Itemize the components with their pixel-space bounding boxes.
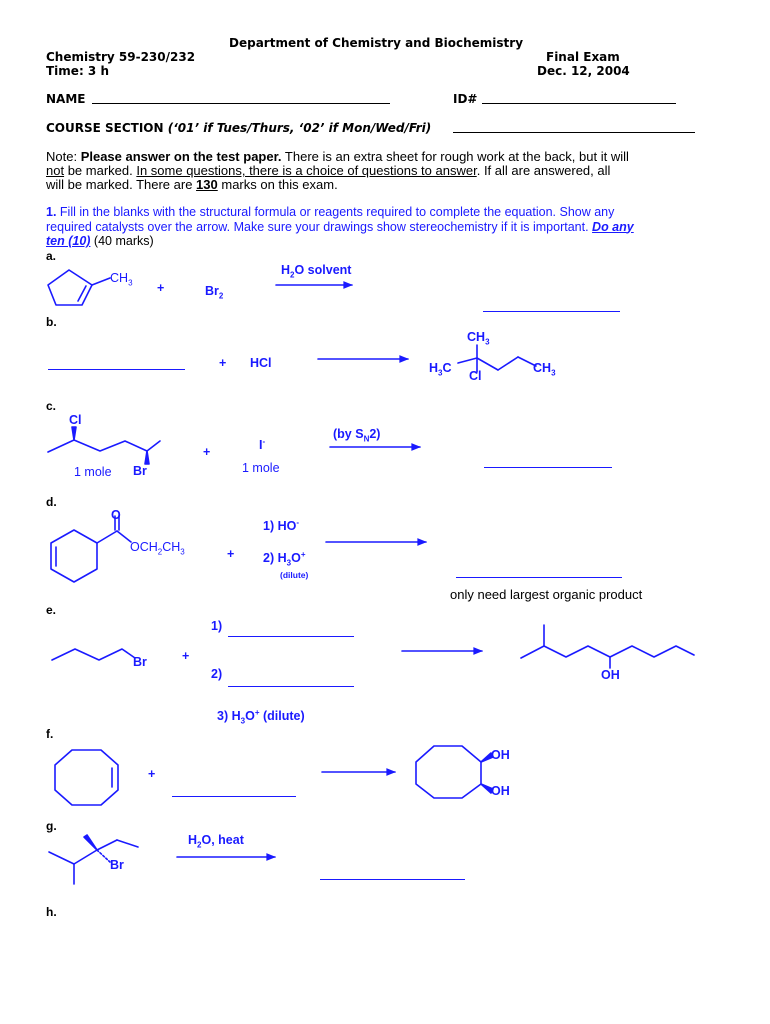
g-condition: $H_2O$, heat [188, 833, 244, 850]
department-title: Department of Chemistry and Biochemistry [229, 36, 524, 50]
g-bromine: Br [110, 858, 124, 872]
name-label: NAME [46, 92, 86, 106]
g-product-blank[interactable] [320, 879, 465, 880]
d-product-note: only need largest organic product [450, 587, 643, 602]
part-e-label: e. [46, 603, 57, 617]
a-product-blank[interactable] [483, 311, 620, 312]
b-reactant-blank[interactable] [48, 369, 185, 370]
f-reagent-blank[interactable] [172, 796, 296, 797]
d-dilute: (dilute) [280, 570, 309, 580]
d-step-1: 1) HO- [263, 518, 300, 534]
question-1-instructions: 1. Fill in the blanks with the structural formula or reagents required to complete the equation. Show any required catalysts over the arrow. Make sure your drawings show stereochemistry if it is important. Do any ten (10) (40 marks) [46, 205, 634, 248]
d-plus: + [227, 547, 235, 561]
c-bromine: Br [133, 464, 147, 478]
bond-b-chain2 [498, 357, 518, 370]
f-hydroxyl-1: OH [491, 748, 510, 762]
exam-time: Time: 3 h [46, 64, 109, 78]
d-step-2: 2) $H_3O^+$ [263, 550, 306, 568]
wedge-cl [72, 427, 76, 440]
cyclooctene-ring [55, 750, 118, 805]
bond-b-left [458, 358, 477, 363]
bond-d-oxygen [117, 531, 131, 542]
c-iodide: I- [259, 437, 266, 453]
part-b-label: b. [46, 315, 57, 329]
exam-title: Final Exam [546, 50, 620, 64]
e-step-2: 2) [211, 667, 223, 681]
cyclohexene-ring [51, 530, 97, 582]
bond-d-carbonyl [97, 531, 117, 543]
e-hydroxyl: OH [601, 668, 620, 682]
b-methyl-right: $CH_3$ [533, 361, 556, 378]
chain-c [48, 440, 160, 452]
bond-g-3 [74, 850, 97, 864]
methyl-bond [92, 278, 110, 285]
bond-g-5 [117, 840, 138, 847]
b-plus: + [219, 356, 227, 370]
a-bromine: $Br_2$ [205, 284, 224, 301]
e-step-1-blank[interactable] [228, 636, 354, 637]
e-bromine: Br [133, 655, 147, 669]
c-mole-1: 1 mole [74, 465, 112, 479]
course-section-note: (‘01’ if Tues/Thurs, ‘02’ if Mon/Wed/Fri) [167, 121, 432, 135]
c-condition: (by $S_N2$) [333, 427, 381, 444]
c-plus: + [203, 445, 211, 459]
bond-g-1 [49, 852, 74, 864]
id-label: ID# [453, 92, 478, 106]
course-code: Chemistry 59-230/232 [46, 50, 196, 64]
c-mole-2: 1 mole [242, 461, 280, 475]
e-step-2-blank[interactable] [228, 686, 354, 687]
d-product-blank[interactable] [456, 577, 622, 578]
f-hydroxyl-2: OH [491, 784, 510, 798]
exam-note: Note: Please answer on the test paper. There is an extra sheet for rough work at the back, but it will not be marked. In some questions, there is a choice of questions to answer. If all are answered, all will be marked. There are 130 marks on this exam. [46, 149, 629, 192]
exam-date: Dec. 12, 2004 [537, 64, 630, 78]
d-oxygen: O [111, 508, 121, 522]
b-hcl: HCl [250, 356, 272, 370]
a-condition: $H_2O$ solvent [281, 263, 352, 280]
b-methyl-top: $CH_3$ [467, 330, 490, 347]
a-plus: + [157, 281, 165, 295]
part-h-label: h. [46, 905, 57, 919]
f-plus: + [148, 767, 156, 781]
c-product-blank[interactable] [484, 467, 612, 468]
e-plus: + [182, 649, 190, 663]
b-h3c: $H_3C$ [429, 361, 452, 378]
e-step-3: 3) $H_3O^+$ (dilute) [217, 708, 305, 726]
part-a-label: a. [46, 249, 57, 263]
course-section-label: COURSE SECTION (‘01’ if Tues/Thurs, ‘02’ if Mon/Wed/Fri) [46, 121, 432, 135]
e-step-1: 1) [211, 619, 223, 633]
wedge-g-methyl [84, 835, 97, 850]
bond-g-4 [97, 840, 117, 850]
chain-e [52, 649, 135, 660]
b-chlorine: Cl [469, 369, 482, 383]
dash-g-br [97, 850, 110, 862]
chain-e-product [521, 646, 694, 658]
cyclooctane-diol-ring [416, 746, 481, 798]
d-ester-group: $OCH_2CH_3$ [130, 540, 185, 557]
wedge-br [145, 451, 149, 464]
a-methyl-label: $CH_3$ [110, 271, 133, 288]
part-f-label: f. [46, 727, 54, 741]
part-g-label: g. [46, 819, 57, 833]
part-d-label: d. [46, 495, 57, 509]
c-chlorine: Cl [69, 413, 82, 427]
part-c-label: c. [46, 399, 57, 413]
